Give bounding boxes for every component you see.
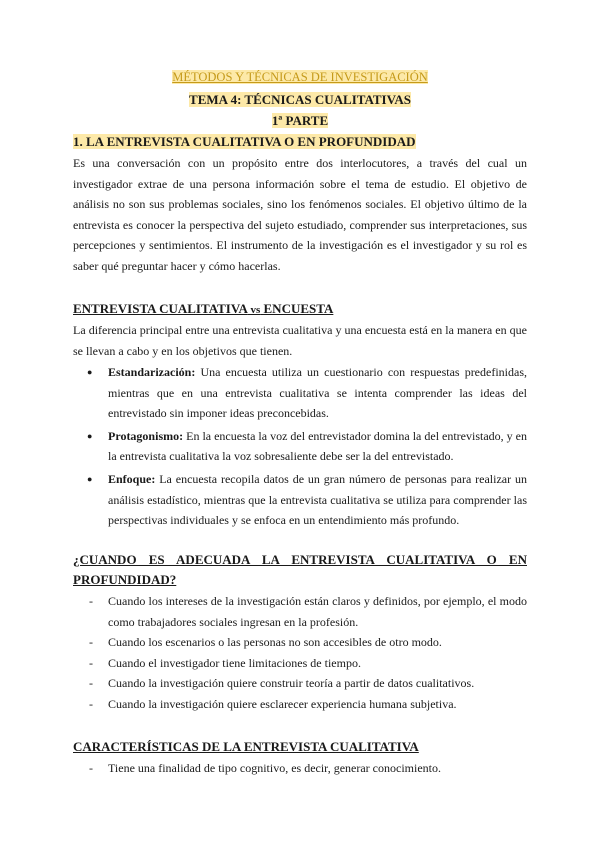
dash-icon: - bbox=[89, 635, 93, 650]
section1-heading-text: 1. LA ENTREVISTA CUALITATIVA O EN PROFUNDIDAD bbox=[73, 134, 416, 149]
dash-icon: - bbox=[89, 655, 93, 670]
bullet-icon: ● bbox=[87, 430, 93, 441]
section2-heading-vs: vs bbox=[250, 304, 261, 316]
dash-icon: - bbox=[89, 696, 93, 711]
section2-heading-b: ENCUESTA bbox=[263, 301, 334, 316]
section1-heading bbox=[73, 134, 416, 150]
list-item-text: Tiene una finalidad de tipo cognitivo, es decir, generar conocimiento. bbox=[108, 761, 441, 775]
list-item-text: Una encuesta utiliza un cuestionario con respuestas predefinidas, mientras que en una entrevista cualitativa se intenta comprender las ideas del entrevistado sin imponer ideas preconcebidas. bbox=[108, 365, 527, 421]
list-item-text: La encuesta recopila datos de un gran número de personas para realizar un análisis estadístico, mientras que la entrevista cualitativa se utiliza para comprender las perspectivas individuales y se enfoca en un entendimiento más profundo. bbox=[108, 471, 527, 528]
section3-heading: ¿CUANDO ES ADECUADA LA ENTREVISTA CUALITATIVA O EN PROFUNDIDAD? bbox=[73, 552, 527, 587]
section2-intro: La diferencia principal entre una entrevista cualitativa y una encuesta está en la manera en que se llevan a cabo y en los objetivos que tienen. bbox=[73, 323, 527, 358]
comparison-list bbox=[73, 362, 527, 531]
dash-icon: - bbox=[89, 761, 93, 775]
document-title-text: MÉTODOS Y TÉCNICAS DE INVESTIGACIÓN bbox=[172, 70, 428, 84]
list-item bbox=[73, 653, 527, 674]
characteristics-list bbox=[73, 758, 527, 779]
list-item bbox=[73, 362, 527, 424]
list-item bbox=[73, 632, 527, 653]
list-item bbox=[73, 758, 527, 779]
list-item bbox=[73, 673, 527, 694]
document-title bbox=[0, 70, 600, 85]
when-list bbox=[73, 591, 527, 715]
section1-paragraph: Es una conversación con un propósito entre dos interlocutores, a través del cual un investigador extrae de una persona información sobre el tema de estudio. El objetivo de análisis no son sus problemas sociales, sino los fenómenos sociales. El objetivo último de la entrevista es conocer la perspectiva del sujeto estudiado, comprender sus interpretaciones, sus percepciones y sentimientos. El instrumento de la investigación es el investigador y su rol es saber qué preguntar hacer y cómo hacerlas. bbox=[73, 156, 527, 273]
list-item-text: Cuando la investigación quiere esclarecer experiencia humana subjetiva. bbox=[108, 696, 457, 711]
dash-icon: - bbox=[89, 676, 93, 691]
section2-heading bbox=[73, 299, 527, 320]
list-item bbox=[73, 426, 527, 467]
list-item bbox=[73, 469, 527, 531]
part-title bbox=[0, 113, 600, 129]
list-item bbox=[73, 591, 527, 632]
list-item-text: En la encuesta la voz del entrevistador domina la del entrevistado, y en la entrevista cualitativa la voz sobresaliente debe ser la del entrevistado. bbox=[108, 428, 527, 464]
bullet-icon: ● bbox=[87, 367, 93, 377]
list-item-text: Cuando los escenarios o las personas no son accesibles de otro modo. bbox=[108, 635, 442, 650]
topic-title-text: TEMA 4: TÉCNICAS CUALITATIVAS bbox=[189, 92, 411, 107]
list-item bbox=[73, 694, 527, 715]
topic-title bbox=[0, 92, 600, 108]
part-title-text: 1ª PARTE bbox=[271, 113, 329, 128]
list-item-text: Cuando la investigación quiere construir teoría a partir de datos cualitativos. bbox=[108, 676, 475, 691]
list-item-term: Protagonismo: bbox=[108, 428, 184, 443]
list-item-term: Estandarización: bbox=[108, 365, 196, 379]
list-item-term: Enfoque: bbox=[108, 471, 156, 486]
list-item-text: Cuando el investigador tiene limitaciones de tiempo. bbox=[108, 655, 361, 670]
section2-heading-a: ENTREVISTA CUALITATIVA bbox=[73, 301, 248, 316]
bullet-icon: ● bbox=[87, 473, 93, 484]
list-item-text: Cuando los intereses de la investigación están claros y definidos, por ejemplo, el modo como trabajadores sociales ingresan en la profesión. bbox=[108, 594, 527, 629]
section4-heading: CARACTERÍSTICAS DE LA ENTREVISTA CUALITATIVA bbox=[73, 739, 419, 754]
dash-icon: - bbox=[89, 594, 93, 608]
